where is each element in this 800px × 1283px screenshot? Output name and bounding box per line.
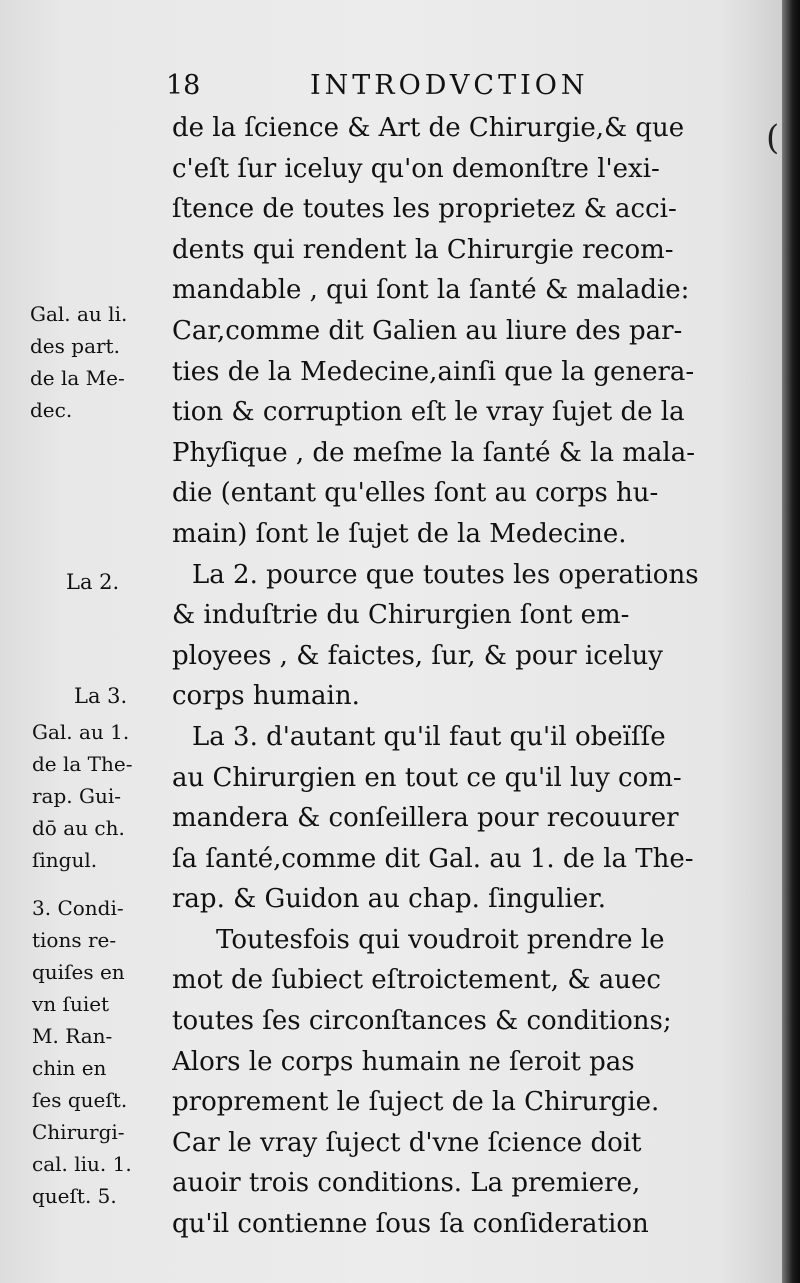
margin-marker-2 xyxy=(66,566,206,598)
text-line: Alors le corps humain ne ſeroit pas xyxy=(172,1046,635,1077)
margin-note-line: vn ſuiet xyxy=(32,992,110,1016)
margin-marker-3 xyxy=(74,680,214,712)
bleed-through-mark: ( xyxy=(766,118,780,158)
text-line: Toutesfois qui voudroit prendre le xyxy=(216,924,665,955)
margin-note-line: ſingul. xyxy=(32,848,98,872)
running-title: INTRODVCTION xyxy=(310,70,589,101)
main-text-block xyxy=(172,108,757,1245)
text-line: toutes ſes circonſtances & conditions; xyxy=(172,1006,672,1037)
margin-note-conditions xyxy=(32,892,172,1212)
text-line: qu'il contienne ſous ſa conſideration xyxy=(172,1209,649,1240)
text-line: corps humain. xyxy=(172,681,360,712)
text-line: auoir trois conditions. La premiere, xyxy=(172,1168,641,1199)
text-line: ſa ſanté,comme dit Gal. au 1. de la The- xyxy=(172,843,694,874)
text-line: ties de la Medecine,ainſi que la genera- xyxy=(172,356,695,387)
text-line: c'eſt ſur iceluy qu'on demonſtre l'exi- xyxy=(172,153,660,184)
page-number: 18 xyxy=(166,70,201,101)
text-line: Car le vray ſuject d'vne ſcience doit xyxy=(172,1127,642,1158)
text-line: La 2. pource que toutes les operations xyxy=(192,559,699,590)
margin-note-line: dec. xyxy=(30,398,73,422)
text-line: rap. & Guidon au chap. ſingulier. xyxy=(172,884,607,915)
margin-note-line: des part. xyxy=(30,334,120,358)
text-line: proprement le ſuject de la Chirurgie. xyxy=(172,1087,660,1118)
text-line: Phyſique , de meſme la ſanté & la mala- xyxy=(172,437,695,468)
text-line: tion & corruption eſt le vray ſujet de la xyxy=(172,397,685,428)
margin-note-line: tions re- xyxy=(32,928,117,952)
text-line: mot de ſubiect eſtroictement, & auec xyxy=(172,965,661,996)
text-line: Car,comme dit Galien au liure des par- xyxy=(172,315,683,346)
margin-note-line: Gal. au li. xyxy=(30,302,128,326)
margin-note-galen-parts xyxy=(30,298,170,426)
margin-note-line: de la Me- xyxy=(30,366,125,390)
margin-note-line: quiſes en xyxy=(32,960,125,984)
margin-note-line: ſes queſt. xyxy=(32,1088,128,1112)
text-line: & induſtrie du Chirurgien ſont em- xyxy=(172,600,630,631)
text-line: main) ſont le ſujet de la Medecine. xyxy=(172,518,627,549)
margin-note-line: 3. Condi- xyxy=(32,896,124,920)
text-line: mandable , qui ſont la ſanté & maladie: xyxy=(172,275,690,306)
text-line: de la ſcience & Art de Chirurgie,& que xyxy=(172,113,685,143)
text-line: ployees , & faictes, ſur, & pour iceluy xyxy=(172,640,663,671)
page-header xyxy=(166,66,766,106)
margin-note-line: de la The- xyxy=(32,752,133,776)
text-line: dents qui rendent la Chirurgie recom- xyxy=(172,234,674,265)
margin-note-line: cal. liu. 1. xyxy=(32,1152,132,1176)
text-line: La 3. d'autant qu'il faut qu'il obeïſſe xyxy=(192,721,666,752)
margin-note-line: Gal. au 1. xyxy=(32,720,130,744)
margin-note-galen-therap xyxy=(32,716,172,876)
page-edge-shadow xyxy=(782,0,800,1283)
margin-note-line: rap. Gui- xyxy=(32,784,122,808)
margin-note-line: Chirurgi- xyxy=(32,1120,125,1144)
margin-note-line: M. Ran- xyxy=(32,1024,113,1048)
text-line: au Chirurgien en tout ce qu'il luy com- xyxy=(172,762,682,793)
margin-note-line: La 2. xyxy=(66,570,120,594)
text-line: mandera & conſeillera pour recouurer xyxy=(172,803,679,834)
text-line: ſtence de toutes les proprietez & acci- xyxy=(172,194,677,225)
margin-note-line: dō au ch. xyxy=(32,816,125,840)
margin-note-line: chin en xyxy=(32,1056,107,1080)
margin-note-line: La 3. xyxy=(74,684,128,708)
margin-note-line: queſt. 5. xyxy=(32,1184,117,1208)
text-line: die (entant qu'elles ſont au corps hu- xyxy=(172,478,659,509)
